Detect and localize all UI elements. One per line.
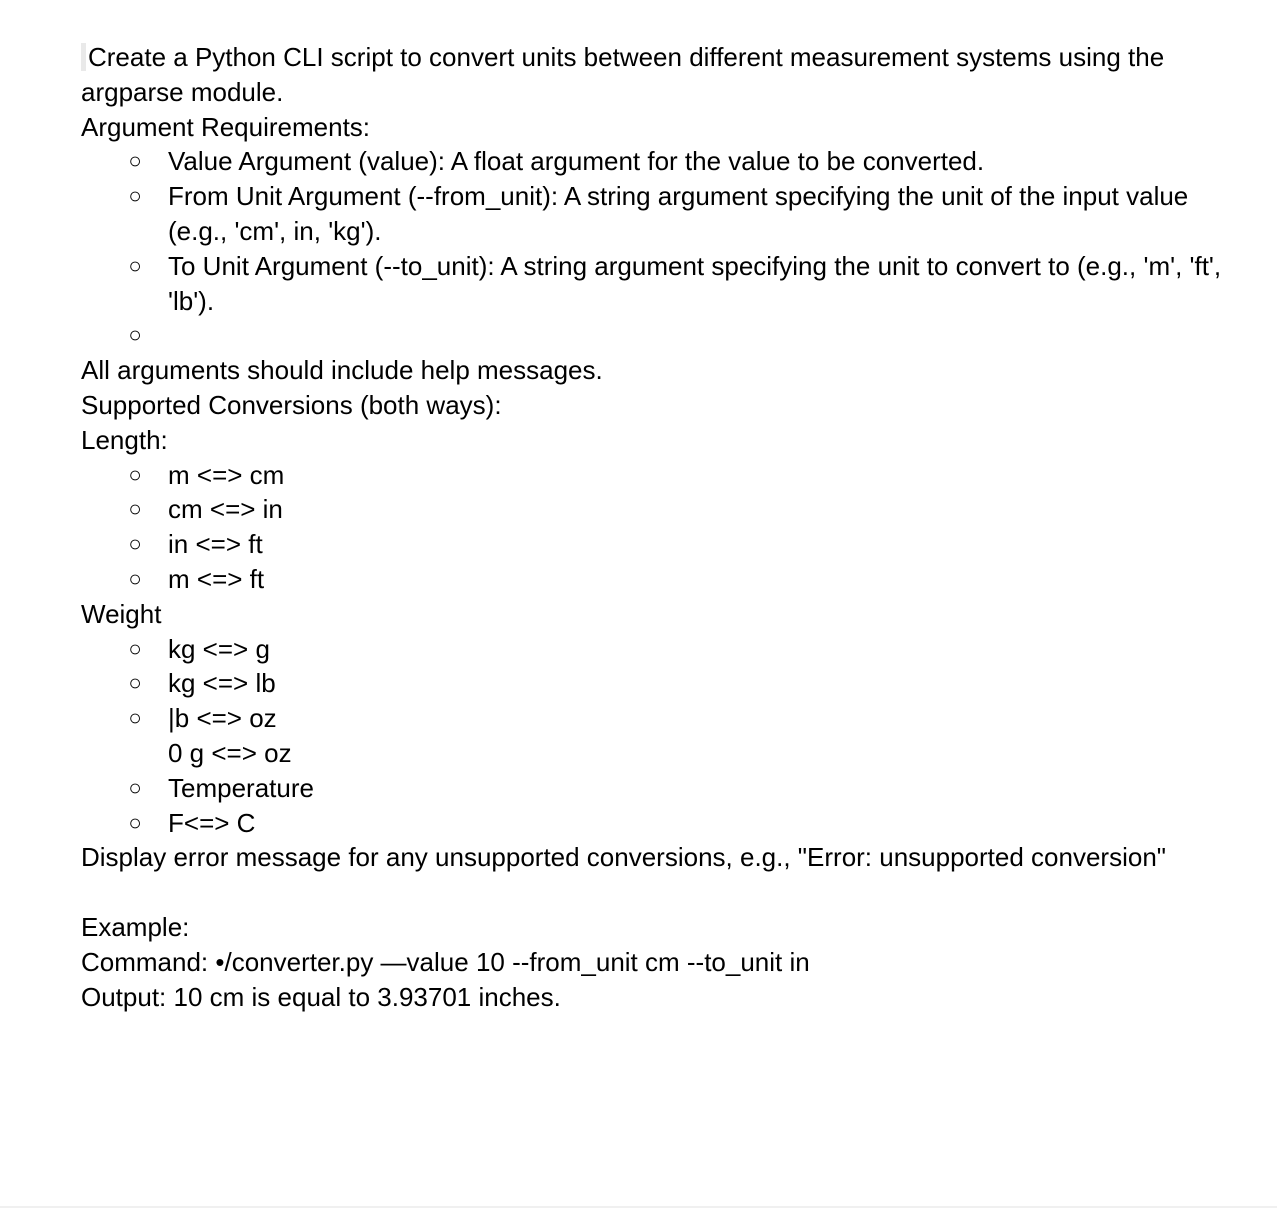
hollow-bullet-icon: ○ bbox=[128, 809, 142, 835]
hollow-bullet-icon: ○ bbox=[128, 774, 142, 800]
list-item: ○ kg <=> lb bbox=[81, 666, 1241, 701]
example-output: Output: 10 cm is equal to 3.93701 inches. bbox=[81, 981, 561, 1012]
weight-heading: Weight bbox=[81, 598, 162, 629]
argument-requirements-heading: Argument Requirements: bbox=[81, 111, 371, 142]
hollow-bullet-icon: ○ bbox=[128, 565, 142, 591]
intro-text: Create a Python CLI script to convert units between different measurement systems using the argparse module. bbox=[81, 42, 1172, 107]
hollow-bullet-icon: ○ bbox=[128, 183, 142, 209]
error-note: Display error message for any unsupported conversions, e.g., "Error: unsupported conversion" bbox=[81, 842, 1167, 873]
list-item: ○ |b <=> oz bbox=[81, 701, 1241, 736]
text-cursor-highlight bbox=[81, 43, 86, 71]
list-item-continuation: 0 g <=> oz bbox=[168, 737, 292, 768]
hollow-bullet-icon: ○ bbox=[128, 705, 142, 731]
list-item: ○ To Unit Argument (--to_unit): A string argument specifying the unit to convert to (e.g., 'm', 'ft', 'lb'). bbox=[81, 249, 1241, 319]
hollow-bullet-icon: ○ bbox=[128, 635, 142, 661]
hollow-bullet-icon: ○ bbox=[128, 531, 142, 557]
supported-conversions-heading: Supported Conversions (both ways): bbox=[81, 389, 502, 420]
list-item: ○ in <=> ft bbox=[81, 527, 1241, 562]
example-heading: Example: bbox=[81, 911, 190, 942]
hollow-bullet-icon: ○ bbox=[128, 252, 142, 278]
help-note: All arguments should include help messages. bbox=[81, 355, 603, 386]
hollow-bullet-icon: ○ bbox=[128, 322, 142, 348]
hollow-bullet-icon: ○ bbox=[128, 670, 142, 696]
intro-paragraph bbox=[81, 40, 1241, 110]
list-item: ○ cm <=> in bbox=[81, 492, 1241, 527]
list-item: ○ From Unit Argument (--from_unit): A string argument specifying the unit of the input value (e.g., 'cm', in, 'kg'). bbox=[81, 179, 1241, 249]
document-body bbox=[81, 40, 1241, 1014]
list-item: ○ Temperature bbox=[81, 771, 1241, 806]
hollow-bullet-icon: ○ bbox=[128, 148, 142, 174]
example-command: Command: •/converter.py —value 10 --from_unit cm --to_unit in bbox=[81, 946, 810, 977]
list-item: ○ kg <=> g bbox=[81, 632, 1241, 667]
list-item: ○ m <=> ft bbox=[81, 562, 1241, 597]
list-item: ○ Value Argument (value): A float argument for the value to be converted. bbox=[81, 144, 1241, 179]
empty-list-item bbox=[81, 318, 1241, 353]
length-heading: Length: bbox=[81, 424, 168, 455]
list-item: ○ F<=> C bbox=[81, 806, 1241, 841]
blank-line bbox=[81, 875, 1241, 910]
hollow-bullet-icon: ○ bbox=[128, 461, 142, 487]
hollow-bullet-icon: ○ bbox=[128, 496, 142, 522]
list-item: ○ m <=> cm bbox=[81, 458, 1241, 493]
